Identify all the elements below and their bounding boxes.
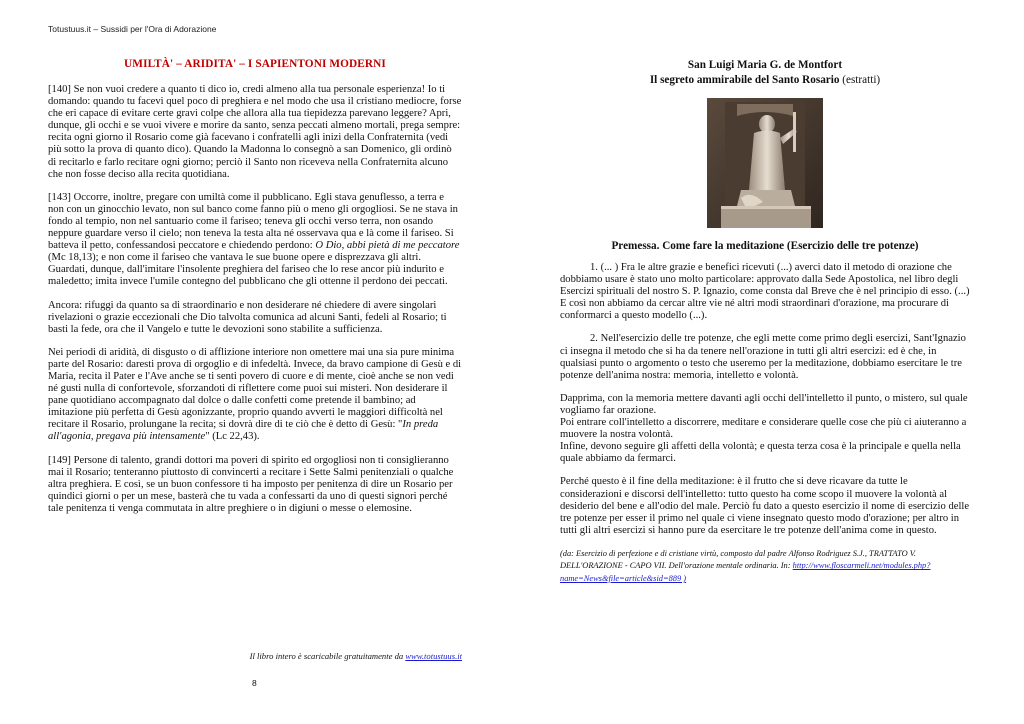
intellect-step: Poi entrare coll'intelletto a discorrere, meditare e considerare quelle cose che più ci aiuteranno a muovere la nostra volontà. <box>560 417 967 441</box>
paragraph-1: 1. (... ) Fra le altre grazie e benefici ricevuti (...) averci dato il metodo di orazione che dobbiamo usare è stato uno molto particolare: approvato dalla Sede Apostolica, nel libro degli Esercizi spirituali del nostro S. P. Ignazio, come consta dal Breve che è nel principio di esso. (...) E così non abbiamo da cercar altre vie né altri modi straordinari d'orazione, ma procurare di conformarci a questo modello (...). <box>560 262 970 322</box>
book-title-suffix: (estratti) <box>839 74 881 86</box>
left-title: UMILTÀ' – ARIDITA' – I SAPIENTONI MODERNI <box>124 58 386 70</box>
aridita-quote: In preda all'agonia, pregava più intensamente <box>48 419 439 443</box>
memory-step: Dapprima, con la memoria mettere davanti agli occhi dell'intelletto il punto, o mistero, sul quale vogliamo far orazione. <box>560 392 968 416</box>
p143-text-c: Guardati, dunque, dall'imitare l'insolente preghiera del fariseo che lo rese ancor più indurito e maledetto; imita invece l'umile contegno del pubblicano che gli ottenne il perdono dei peccati. <box>48 264 448 288</box>
book-title <box>560 73 970 88</box>
download-credit <box>200 651 462 661</box>
p143-text-a: [143] Occorre, inoltre, pregare con umiltà come il pubblicano. Egli stava genuflesso, a terra e non con un ginocchio levato, non sul banco come fanno più o meno gli orgogliosi. Se ne stava in fondo al tempio, non nel santuario come il fariseo; teneva gli occhi verso terra, non osando neppure guardare verso il cielo; non teneva la testa alta né osservava qua e là come il fariseo. Si batteva il petto, confessandosi peccatore e chiedendo perdono: <box>48 191 458 252</box>
paragraph-143 <box>48 192 462 289</box>
author-title: San Luigi Maria G. de Montfort <box>687 59 843 71</box>
page-number: 8 <box>252 678 257 688</box>
floscarmeli-link[interactable]: http://www.floscarmeli.net/modules.php?name=News&file=article&sid=889 ) <box>560 561 931 583</box>
credit-text: Il libro intero è scaricabile gratuitamente da <box>249 651 406 661</box>
totustuus-link[interactable]: www.totustuus.it <box>405 651 462 661</box>
montfort-statue-image <box>707 98 823 228</box>
p143-text-b: (Mc 18,13); e non come il fariseo che vantava le sue buone opere e disprezzava gli altri. <box>48 252 421 264</box>
paragraph-purpose: Perché questo è il fine della meditazione: è il frutto che si deve ricavare da tutte le considerazioni e discorsi dell'intelletto: tutto questo ha come scopo il muovere la volontà al desiderio del bene e all'odio del male. Perciò fu dato a questo esercizio il nome di esercizio delle tre potenze per esser il primo nel quale ci viene insegnato questo modo d'orazione; per altro in tutti gli altri esercizi si hanno pure da esercitare le tre potenze dell'anima come in questo. <box>560 476 970 536</box>
paragraph-2: 2. Nell'esercizio delle tre potenze, che egli mette come primo degli esercizi, Sant'Ignazio ci insegna il metodo che si ha da tenere nell'orazione in tutti gli altri esercizi: ed è che, in qualsiasi punto o argomento o testo che useremo per la meditazione, dobbiamo esercitare le tre potenze dell'anima nostra: memoria, intelletto e volontà. <box>560 333 966 381</box>
source-citation <box>560 548 970 586</box>
aridita-text-a: Nei periodi di aridità, di disgusto o di afflizione interiore non omettere mai una sia pure minima parte del Rosario: daresti prova di orgoglio e di infedeltà. Invece, da bravo campione di Gesù e di Maria, recita il Pater e l'Ave anche se ti senti povero di cuore e di mente, cioè anche se non vedi né gusti nulla di confortevole, sforzandoti di riflettere come puoi sui misteri. Non desiderare il pane quotidiano accompagnato dal dolce o dalle confetti come pretende il bambino; ad imitazione più perfetta di Gesù agonizzante, proprio quando avverti le maggiori difficoltà nel recitare il Rosario, prolungane la recita; si dovrà dire di te ciò che è detto di Gesù: " <box>48 346 462 431</box>
aridita-text-b: " (Lc 22,43). <box>205 431 260 443</box>
source-text: (da: Esercizio di perfezione e di cristiane virtù, composto dal padre Alfonso Rodriguez S.J., TRATTATO V. DELL'ORAZIONE - CAPO VII. Dell'orazione mentale ordinaria. In: <box>560 548 916 571</box>
paragraph-aridita <box>48 347 462 444</box>
paragraph-ancora: Ancora: rifuggi da quanto sa di straordinario e non desiderare né chiedere di avere singolari rivelazioni o grazie eccezionali che Dio talvolta comunica ad alcuni Santi, fedeli al Rosario; ti basti la fede, ora che il Vangelo e tutte le devozioni sono stabilite a sufficienza. <box>48 299 447 335</box>
will-step: Infine, devono seguire gli affetti della volontà; e questa terza cosa è la principale e quella nella quale abbiamo da fermarci. <box>560 441 961 465</box>
premessa-heading: Premessa. Come fare la meditazione (Esercizio delle tre potenze) <box>611 240 919 252</box>
book-title-text: Il segreto ammirabile del Santo Rosario <box>649 74 840 86</box>
page-header: Totustuus.it – Sussidi per l'Ora di Adorazione <box>48 24 217 34</box>
right-column <box>560 58 970 585</box>
paragraph-140: [140] Se non vuoi credere a quanto ti dico io, credi almeno alla tua personale esperienza! Io ti domando: quando tu facevi quel poco di preghiera e nel modo che usa il cristiano mediocre, forse che eri capace di evitare certe gravi colpe che allora alla tua tiepidezza parevano leggere? Apri, dunque, gli occhi e se vuoi vivere e morire da santo, senza peccati almeno mortali, prega sempre: recita ogni giorno il Rosario come già facevano i confratelli agli inizi della Confraternita (vedi più sotto la prova di quanto dico). Quando la Madonna lo consegnò a san Domenico, gli ordinò di recitarlo e farlo recitare ogni giorno; perciò il Santo non riceveva nella Confraternita alcuno che non fosse deciso alla recita quotidiana. <box>48 84 462 180</box>
paragraph-149: [149] Persone di talento, grandi dottori ma poveri di spirito ed orgogliosi non ti consiglieranno mai il Rosario; tenteranno piuttosto di convincerti a recitare i Sette Salmi penitenziali o qualche altra preghiera. E così, se un buon confessore ti ha imposto per penitenza di dire un Rosario per quindici giorni o per un mese, basterà che tu vada a confessarti da uno di questi signori perché tale penitenza ti venga commutata in altre preghiere o in digiuni o messe o elemosine. <box>48 454 454 514</box>
left-column <box>48 58 462 526</box>
p143-quote: O Dio, abbi pietà di me peccatore <box>315 240 460 252</box>
paragraph-three-powers <box>560 393 970 466</box>
